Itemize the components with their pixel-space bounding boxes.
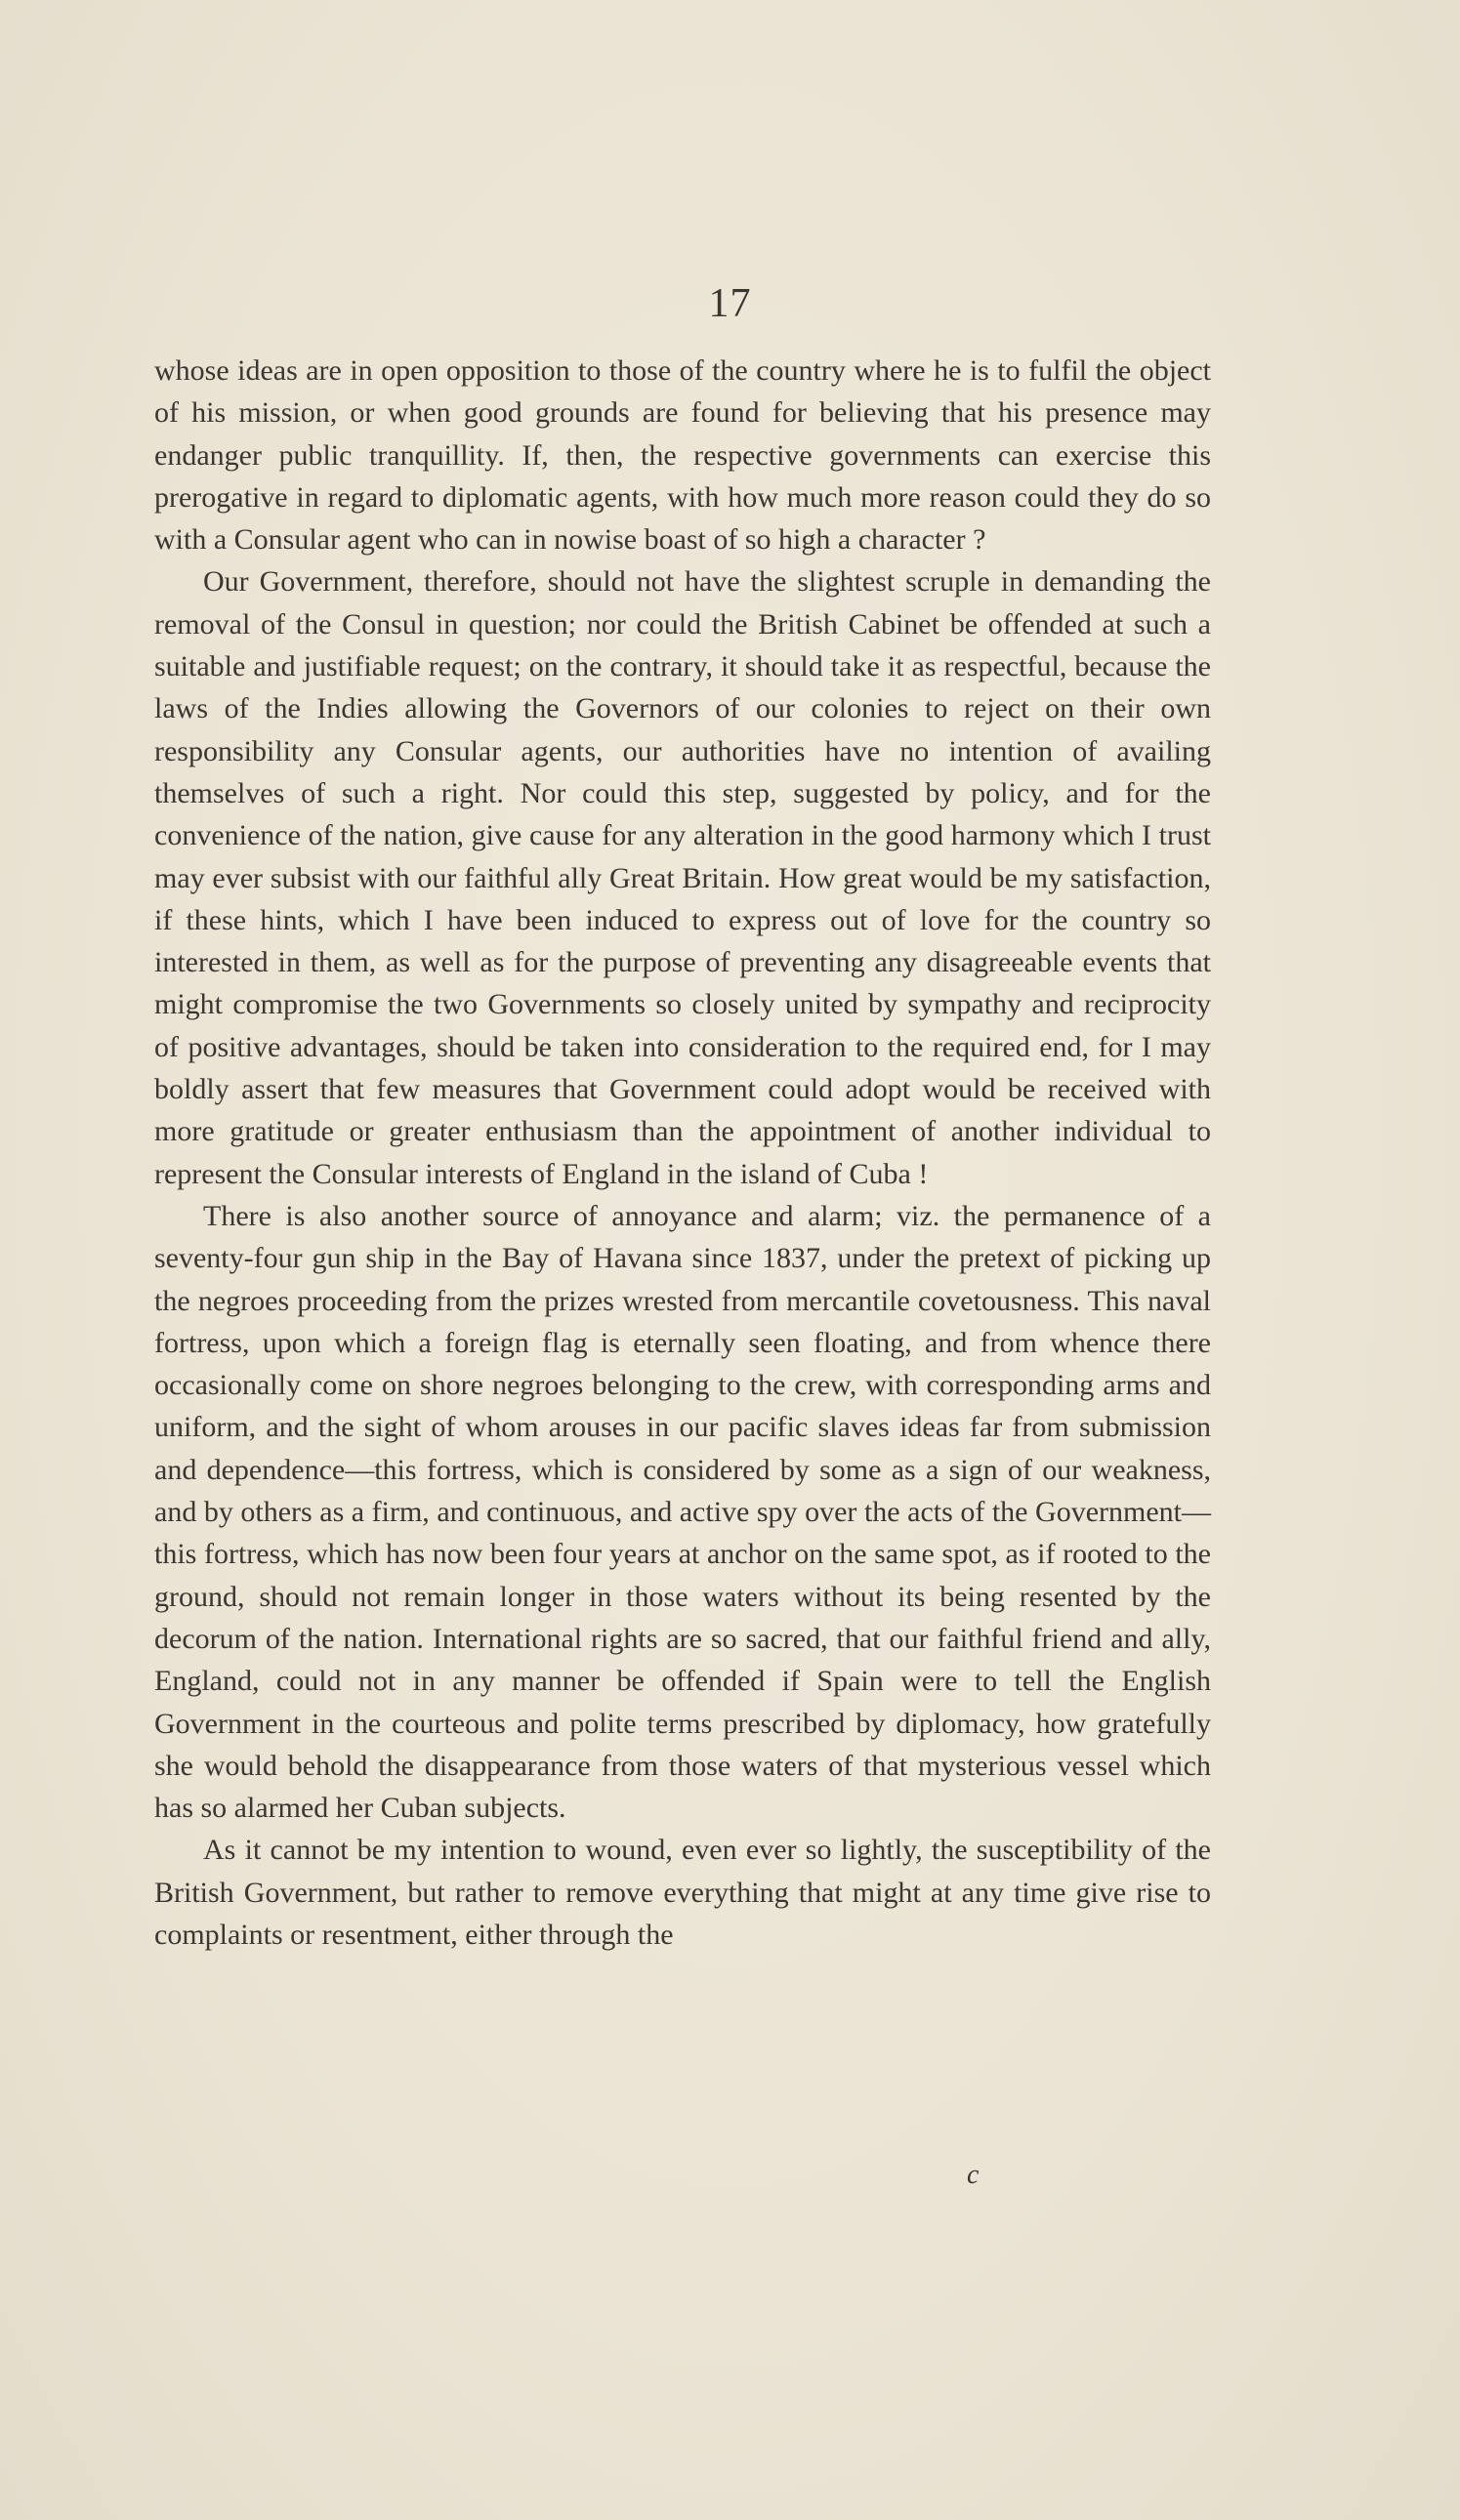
paragraph-1: whose ideas are in open opposition to those of the country where he is to fulfil the object of his mission, or when good grounds are found for believing that his presence may endanger public tranquillity. If, then, the respective governments can exercise this prerogative in regard to diplomatic agents, with how much more reason could they do so with a Consular agent who can in nowise boast of so high a character ? (154, 354, 1211, 557)
signature-mark: c (967, 2160, 980, 2190)
paragraph-3: There is also another source of annoyance and alarm; viz. the permanence of a seventy-four gun ship in the Bay of Havana since 1837, under the pretext of picking up the negroes proceeding from the prizes wrested from mercantile covetousness. This naval fortress, upon which a foreign flag is eternally seen floating, and from whence there occasionally come on shore negroes belonging to the crew, with corresponding arms and uniform, and the sight of whom arouses in our pacific slaves ideas far from submission and dependence—this fortress, which is considered by some as a sign of our weakness, and by others as a firm, and continuous, and active spy over the acts of the Government—this fortress, which has now been four years at anchor on the same spot, as if rooted to the ground, should not remain longer in those waters without its being resented by the decorum of the nation. International rights are so sacred, that our faithful friend and ally, England, could not in any manner be offended if Spain were to tell the English Government in the courteous and polite terms prescribed by diplomacy, how gratefully she would behold the disappearance from those waters of that mysterious vessel which has so alarmed her Cuban subjects. (154, 1199, 1211, 1825)
body-text (154, 350, 1211, 1956)
page-number: 17 (708, 281, 752, 326)
paragraph-4: As it cannot be my intention to wound, even ever so lightly, the susceptibility of the British Government, but rather to remove everything that might at any time give rise to complaints or resentment, either through the (154, 1834, 1211, 1951)
paragraph-2: Our Government, therefore, should not have the slightest scruple in demanding the removal of the Consul in question; nor could the British Cabinet be offended at such a suitable and justifiable request; on the contrary, it should take it as respectful, because the laws of the Indies allowing the Governors of our colonies to reject on their own responsibility any Consular agents, our authorities have no intention of availing themselves of such a right. Nor could this step, suggested by policy, and for the convenience of the nation, give cause for any alteration in the good harmony which I trust may ever subsist with our faithful ally Great Britain. How great would be my satisfaction, if these hints, which I have been induced to express out of love for the country so interested in them, as well as for the purpose of preventing any disagreeable events that might compromise the two Governments so closely united by sympathy and reciprocity of positive advantages, should be taken into consideration to the required end, for I may boldly assert that few measures that Government could adopt would be received with more gratitude or greater enthusiasm than the appointment of another individual to represent the Consular interests of England in the island of Cuba ! (154, 565, 1211, 1190)
